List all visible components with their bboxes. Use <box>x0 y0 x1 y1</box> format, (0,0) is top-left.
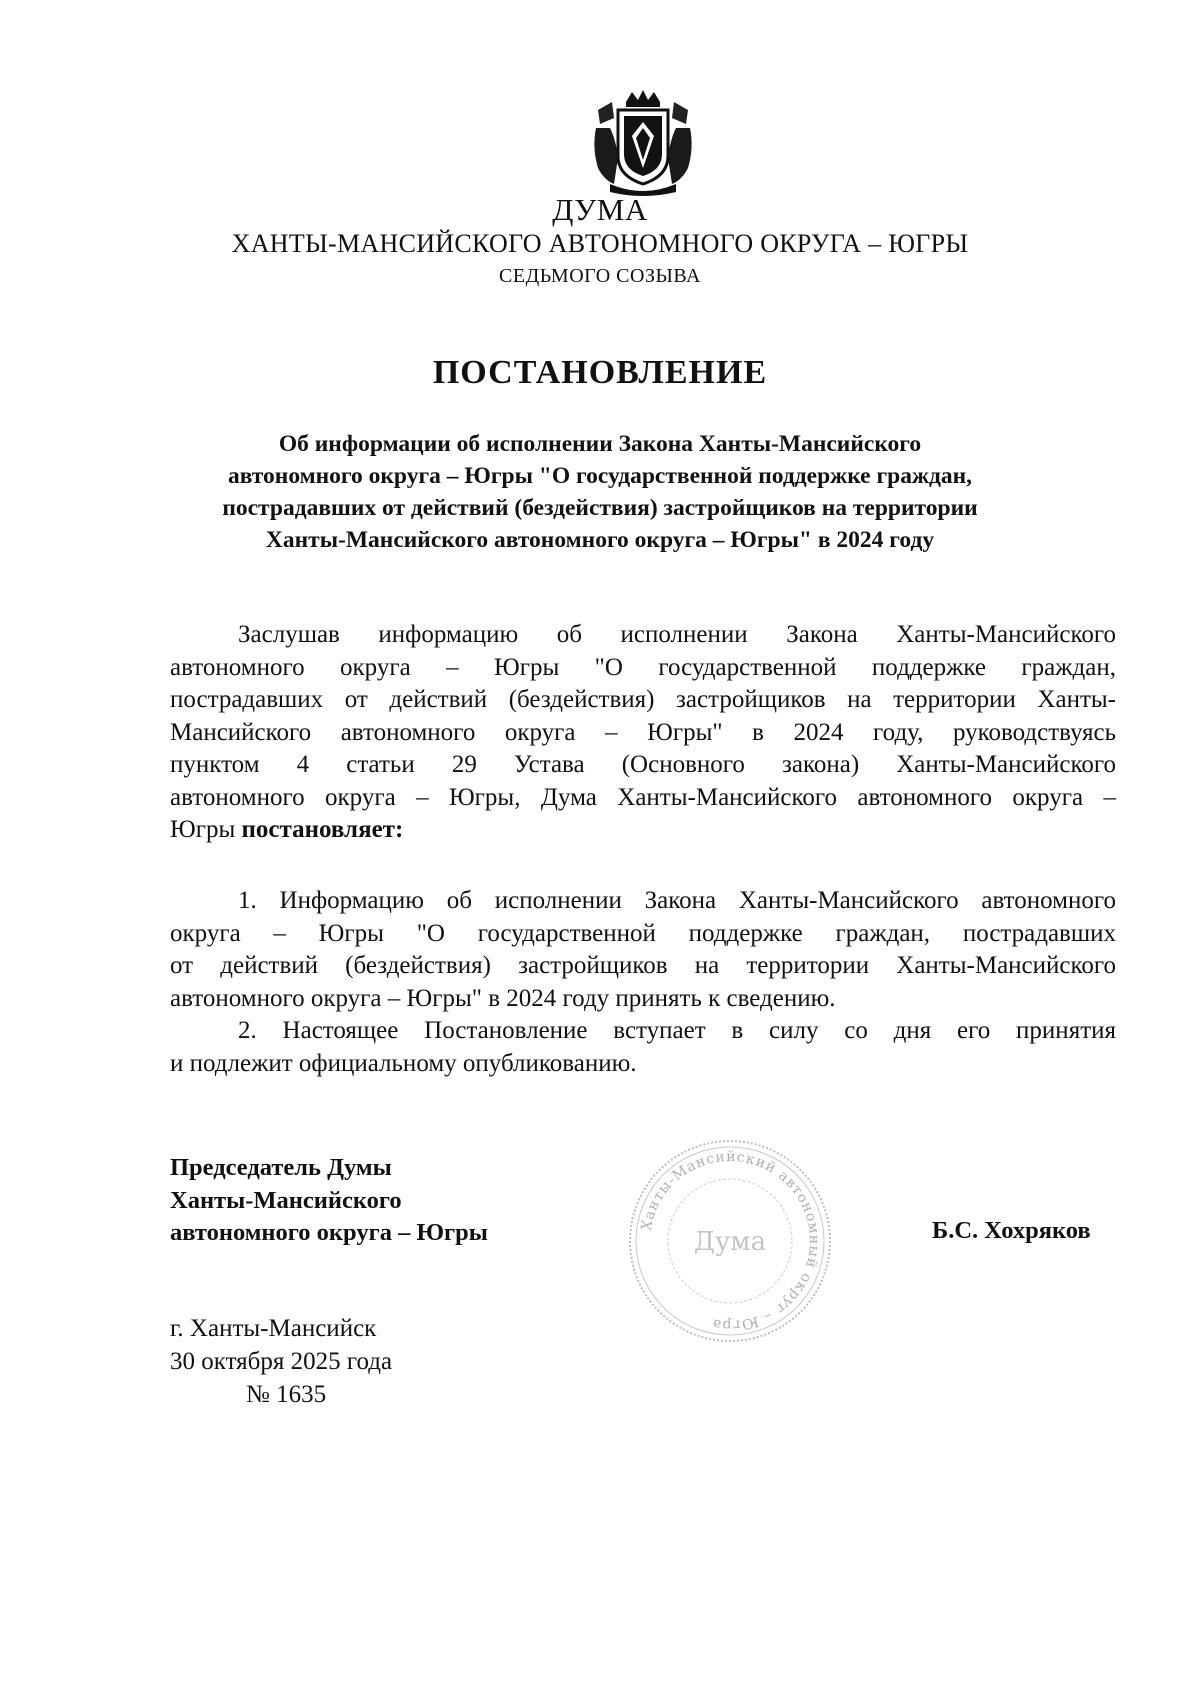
seal-ring-text: Ханты-Мансийский автономный округ – Югра <box>638 1148 823 1334</box>
preamble-line: автономного округа – Югры, Дума Ханты-Мансийского автономного округа – <box>170 783 1116 811</box>
item1-line: от действий (бездействия) застройщиков на территории Ханты-Мансийского <box>170 952 1116 979</box>
document-type: ПОСТАНОВЛЕНИЕ <box>432 354 768 391</box>
signer-position <box>170 1152 488 1250</box>
document-number: № 1635 <box>246 1381 327 1408</box>
place-text: г. Ханты-Мансийск <box>170 1315 377 1342</box>
convocation: СЕДЬМОГО СОЗЫВА <box>499 265 701 287</box>
signer-position-line: автономного округа – Югры <box>170 1219 488 1246</box>
item1-line: автономного округа – Югры" в 2024 году принять к сведению. <box>170 984 836 1012</box>
coat-of-arms-icon <box>588 88 698 198</box>
preamble-paragraph <box>170 619 1116 847</box>
preamble-line: Мансийского автономного округа – Югры" в 2024 году, руководствуясь <box>170 718 1116 746</box>
signer-position-line: Ханты-Мансийского <box>170 1186 402 1214</box>
signer-position-line: Председатель Думы <box>170 1154 392 1181</box>
resolves-keyword: постановляет: <box>241 816 404 843</box>
date-text: 30 октября 2025 года <box>170 1348 393 1375</box>
preamble-line: пунктом 4 статьи 29 Устава (Основного закона) Ханты-Мансийского <box>170 751 1116 778</box>
title-line: автономного округа – Югры "О государственной поддержке граждан, <box>227 463 973 489</box>
preamble-line: пострадавших от действий (бездействия) застройщиков на территории Ханты- <box>170 686 1116 713</box>
item1-line: округа – Югры "О государственной поддержке граждан, пострадавших <box>170 919 1116 947</box>
title-line: пострадавших от действий (бездействия) застройщиков на территории <box>222 495 978 521</box>
preamble-last-text: Югры <box>170 816 242 843</box>
preamble-last-line <box>170 814 1116 847</box>
document-footer <box>170 1312 392 1411</box>
item2-line: 2. Настоящее Постановление вступает в силу со дня его принятия <box>238 1017 1116 1044</box>
preamble-line: автономного округа – Югры "О государственной поддержке граждан, <box>170 653 1116 681</box>
item2-line: и подлежит официальному опубликованию. <box>170 1049 637 1077</box>
document-title <box>150 428 1050 556</box>
official-seal <box>625 1136 835 1346</box>
seal-center-text: Дума <box>693 1227 767 1257</box>
org-full-name: ХАНТЫ-МАНСИЙСКОГО АВТОНОМНОГО ОКРУГА – ЮГРЫ <box>231 229 969 258</box>
title-line: Ханты-Мансийского автономного округа – Югры" в 2024 году <box>265 527 935 553</box>
title-line: Об информации об исполнении Закона Ханты-Мансийского <box>278 431 922 457</box>
item1-line: 1. Информацию об исполнении Закона Ханты-Мансийского автономного <box>238 887 1116 914</box>
resolution-items <box>170 885 1116 1080</box>
preamble-line: Заслушав информацию об исполнении Закона Ханты-Мансийского <box>238 621 1116 648</box>
signer-name: Б.С. Хохряков <box>932 1217 1091 1244</box>
org-name: ДУМА <box>552 192 648 227</box>
